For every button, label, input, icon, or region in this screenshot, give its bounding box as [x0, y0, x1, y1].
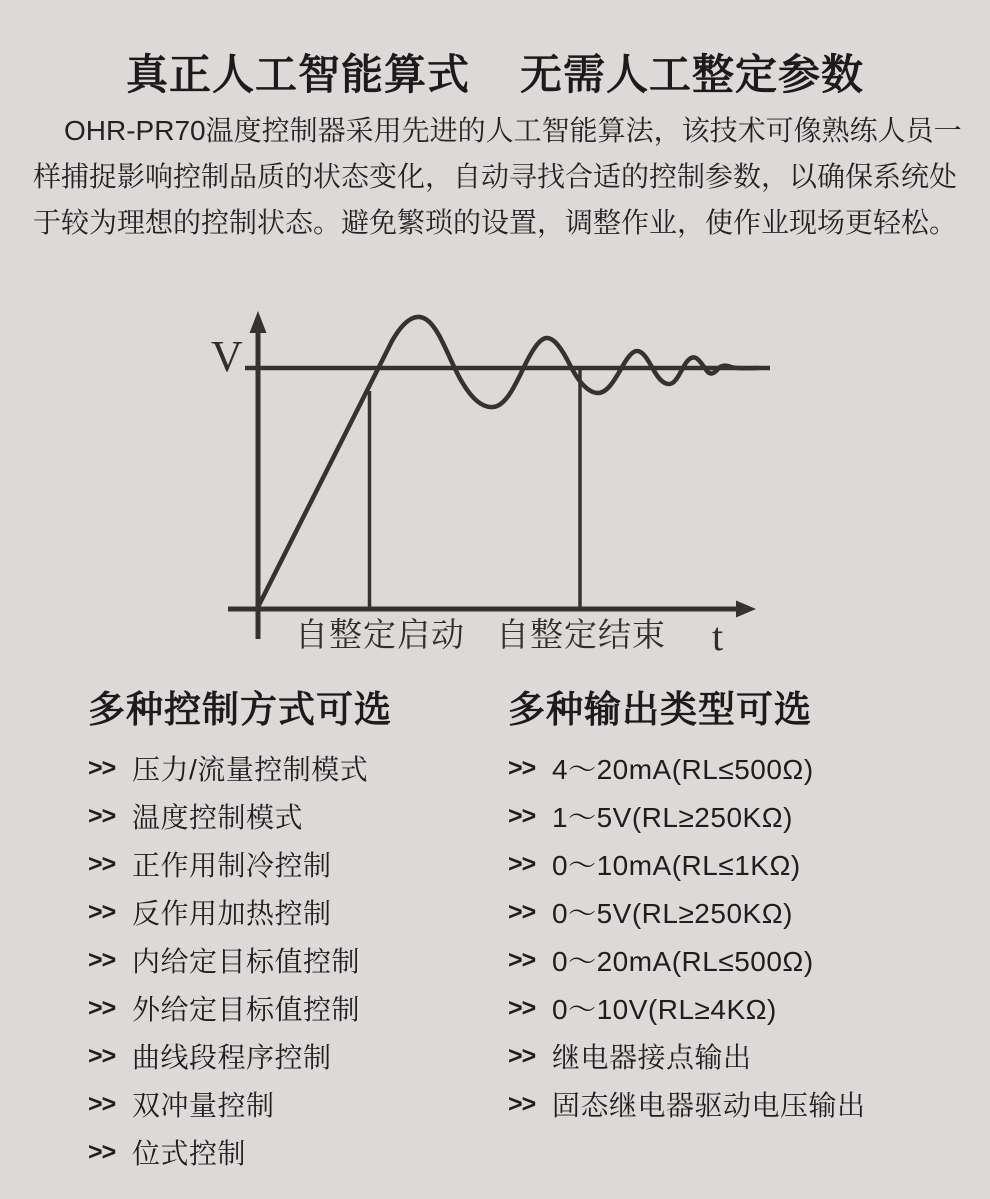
list-item-label: 温度控制模式 [132, 802, 304, 833]
response-curve [258, 317, 757, 607]
list-item [88, 888, 488, 936]
chevron-marker-icon: >> [508, 753, 536, 782]
intro-line: 于较为理想的控制状态。避免繁琐的设置，调整作业，使作业现场更轻松。 [33, 207, 958, 238]
list-item [88, 936, 488, 984]
x-axis-arrow-icon [736, 601, 756, 618]
list-item-label: 1～5V(RL≥250KΩ) [552, 802, 793, 833]
list-item [88, 984, 488, 1032]
tuning-start-label: 自整定启动 [295, 618, 465, 654]
chevron-marker-icon: >> [508, 801, 536, 830]
chevron-marker-icon: >> [88, 849, 116, 878]
control-modes-heading: 多种控制方式可选 [88, 689, 392, 730]
list-item-label: 内给定目标值控制 [132, 946, 361, 977]
intro-line: OHR-PR70温度控制器采用先进的人工智能算法，该技术可像熟练人员一 [64, 115, 962, 146]
chevron-marker-icon: >> [508, 945, 536, 974]
output-types-heading: 多种输出类型可选 [508, 689, 812, 730]
list-item-label: 压力/流量控制模式 [132, 754, 369, 785]
list-item-label: 0～20mA(RL≤500Ω) [552, 946, 814, 977]
chevron-marker-icon: >> [88, 753, 116, 782]
chevron-marker-icon: >> [508, 993, 536, 1022]
list-item-label: 0～10mA(RL≤1KΩ) [552, 850, 801, 881]
list-item [508, 1080, 968, 1128]
list-item-label: 0～5V(RL≥250KΩ) [552, 898, 793, 929]
chevron-marker-icon: >> [88, 1137, 116, 1166]
list-item [508, 1032, 968, 1080]
chevron-marker-icon: >> [88, 801, 116, 830]
control-modes-section [88, 688, 488, 1176]
chevron-marker-icon: >> [88, 1041, 116, 1070]
chevron-marker-icon: >> [508, 897, 536, 926]
list-item-label: 0～10V(RL≥4KΩ) [552, 994, 777, 1025]
list-item-label: 继电器接点输出 [552, 1042, 752, 1073]
list-item-label: 正作用制冷控制 [132, 850, 332, 881]
tuning-end-label: 自整定结束 [496, 618, 666, 654]
list-item-label: 4～20mA(RL≤500Ω) [552, 754, 814, 785]
diagram-canvas [190, 295, 790, 665]
list-item [508, 936, 968, 984]
list-item [88, 840, 488, 888]
list-item [508, 840, 968, 888]
chevron-marker-icon: >> [88, 1089, 116, 1118]
chevron-marker-icon: >> [88, 993, 116, 1022]
chevron-marker-icon: >> [88, 897, 116, 926]
chevron-marker-icon: >> [508, 849, 536, 878]
list-item-label: 反作用加热控制 [132, 898, 332, 929]
output-types-list [508, 744, 968, 1128]
y-axis-arrow-icon [250, 311, 267, 333]
page-title [0, 42, 990, 102]
list-item-label: 固态继电器驱动电压输出 [552, 1090, 866, 1121]
list-item-label: 双冲量控制 [132, 1090, 275, 1121]
list-item [508, 888, 968, 936]
list-item [88, 792, 488, 840]
chevron-marker-icon: >> [88, 945, 116, 974]
list-item-label: 位式控制 [132, 1138, 247, 1169]
chevron-marker-icon: >> [508, 1041, 536, 1070]
output-types-section [508, 688, 968, 1128]
list-item [508, 744, 968, 792]
page-title-part2: 无需人工整定参数 [520, 51, 865, 98]
list-item-label: 外给定目标值控制 [132, 994, 361, 1025]
y-axis-label: V [211, 332, 243, 381]
list-item [88, 1080, 488, 1128]
list-item-label: 曲线段程序控制 [132, 1042, 332, 1073]
control-modes-list [88, 744, 488, 1176]
chevron-marker-icon: >> [508, 1089, 536, 1118]
self-tuning-diagram [190, 295, 790, 665]
page-title-part1: 真正人工智能算式 [125, 51, 470, 98]
list-item [88, 744, 488, 792]
list-item [508, 792, 968, 840]
intro-line: 样捕捉影响控制品质的状态变化，自动寻找合适的控制参数，以确保系统处 [33, 161, 958, 192]
list-item [88, 1032, 488, 1080]
list-item [88, 1128, 488, 1176]
x-axis-label: t [712, 614, 724, 659]
intro-paragraph [33, 108, 962, 246]
list-item [508, 984, 968, 1032]
